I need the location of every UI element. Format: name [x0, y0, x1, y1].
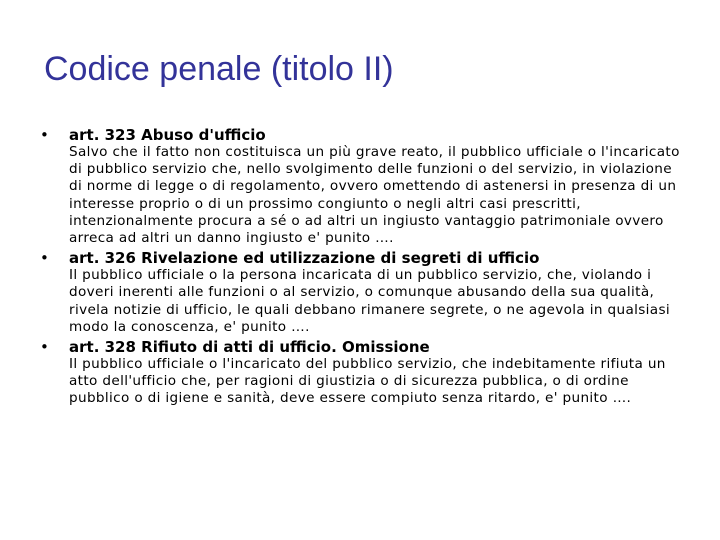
article-body: Salvo che il fatto non costituisca un più grave reato, il pubblico ufficiale o l'incaricato di pubblico servizio che, nello svolgimento delle funzioni o del servizio, in violazione di norme di legge o di regolamento, ovvero omettendo di astenersi in presenza di un interesse proprio o di un prossimo congiunto o negli altri casi prescritti, intenzionalmente procura a sé o ad altri un ingiusto vantaggio patrimoniale ovvero arreca ad altri un danno ingiusto e' punito …. [69, 144, 680, 247]
bullet-icon: • [40, 126, 49, 144]
article-heading: art. 328 Rifiuto di atti di ufficio. Omissione [69, 338, 430, 357]
article-item-323 [40, 127, 680, 247]
article-heading: art. 323 Abuso d'ufficio [69, 126, 266, 144]
bullet-icon: • [40, 338, 49, 357]
article-item-328 [40, 339, 680, 408]
slide-title: Codice penale (titolo II) [44, 50, 394, 88]
article-item-326 [40, 250, 680, 336]
article-body: Il pubblico ufficiale o l'incaricato del pubblico servizio, che indebitamente rifiuta un atto dell'ufficio che, per ragioni di giustizia o di sicurezza pubblica, o di ordine pubblico o di igiene e sanità, deve essere compiuto senza ritardo, e' punito …. [69, 356, 666, 407]
article-body: Il pubblico ufficiale o la persona incaricata di un pubblico servizio, che, violando i doveri inerenti alle funzioni o al servizio, o comunque abusando della sua qualità, rivela notizie di ufficio, le quali debbano rimanere segrete, o ne agevola in qualsiasi modo la conoscenza, e' punito …. [69, 267, 671, 335]
bullet-icon: • [40, 249, 49, 268]
article-heading: art. 326 Rivelazione ed utilizzazione di segreti di ufficio [69, 249, 540, 268]
article-list [40, 127, 680, 411]
